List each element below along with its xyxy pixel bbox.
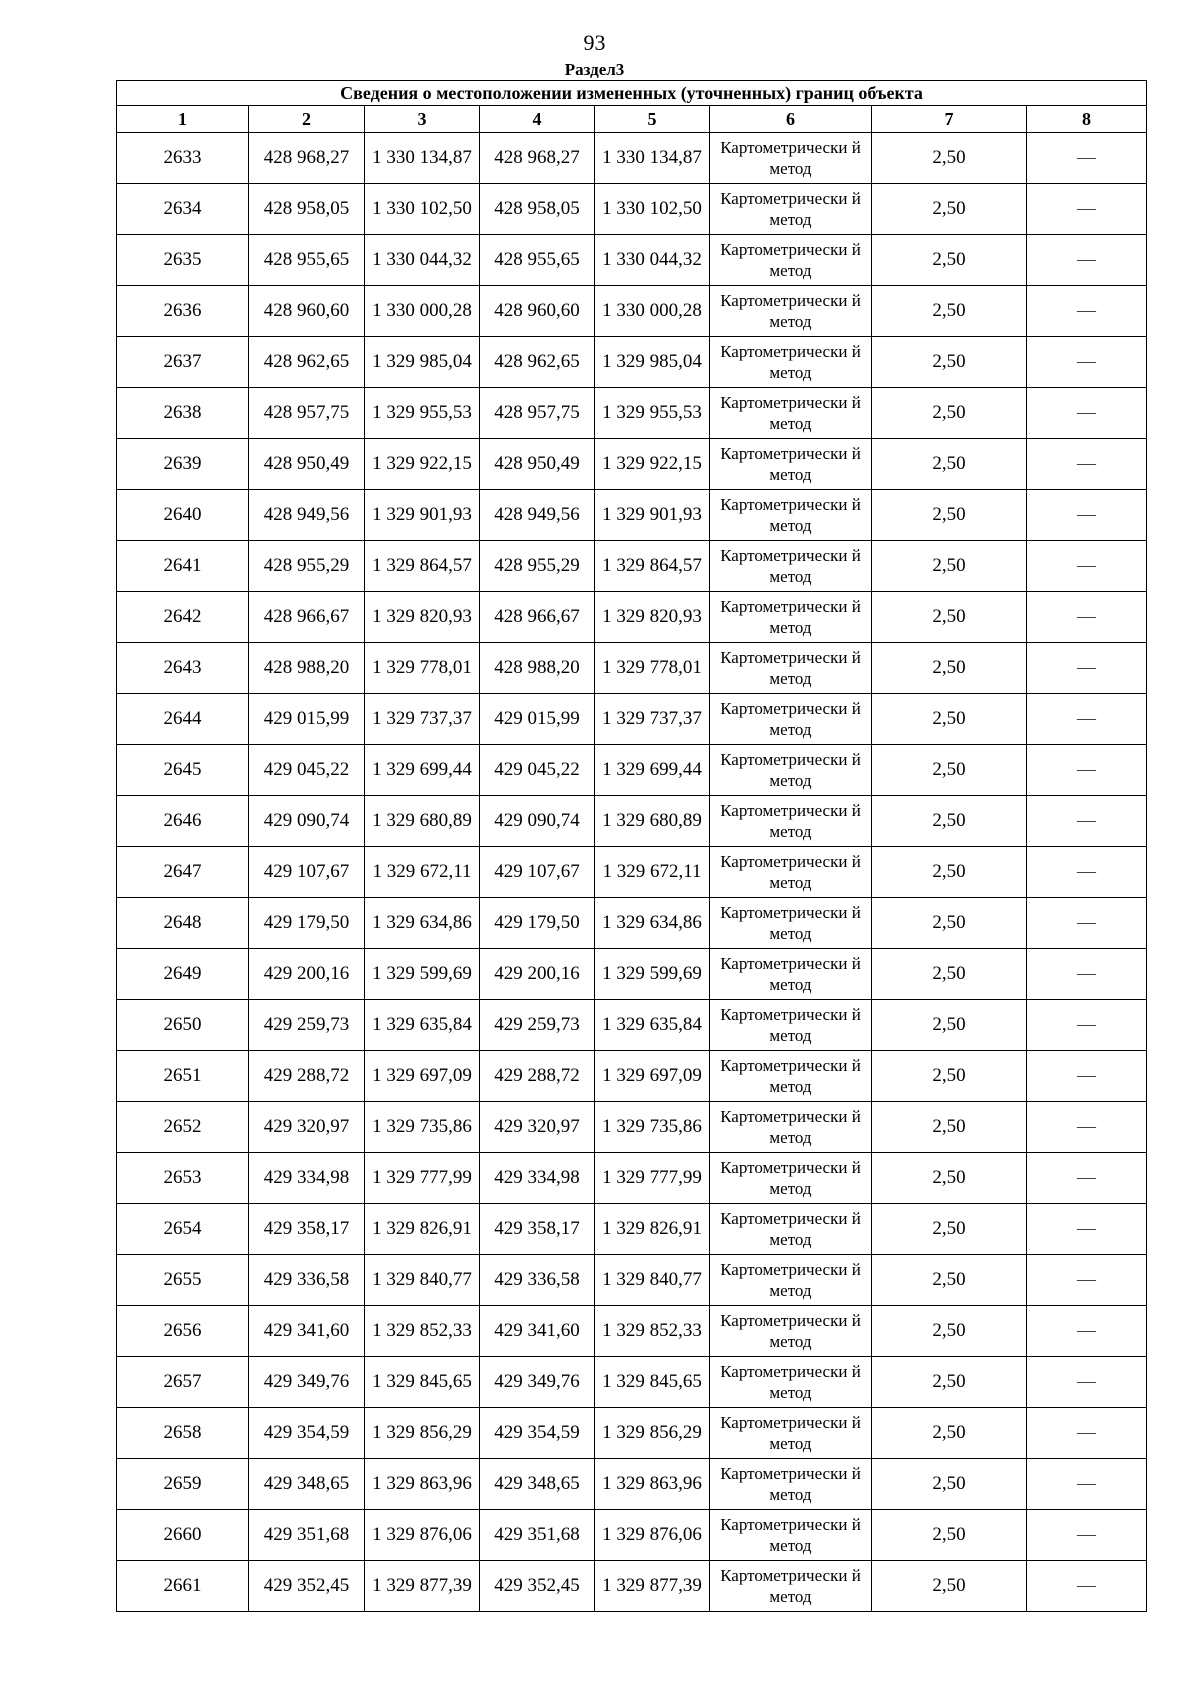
- x-old-cell: 428 968,27: [249, 133, 365, 184]
- table-row: [117, 1459, 1147, 1510]
- y-new-cell: 1 329 840,77: [595, 1255, 710, 1306]
- y-new-cell: 1 329 735,86: [595, 1102, 710, 1153]
- description-cell: —: [1027, 439, 1147, 490]
- accuracy-cell: 2,50: [872, 1357, 1027, 1408]
- y-old-cell: 1 329 901,93: [365, 490, 480, 541]
- method-cell: Картометрически й метод: [710, 1357, 872, 1408]
- method-cell: Картометрически й метод: [710, 898, 872, 949]
- point-number-cell: 2644: [117, 694, 249, 745]
- y-old-cell: 1 330 000,28: [365, 286, 480, 337]
- column-number: 6: [710, 106, 872, 133]
- table-caption-row: [117, 81, 1147, 106]
- y-new-cell: 1 329 876,06: [595, 1510, 710, 1561]
- y-old-cell: 1 329 863,96: [365, 1459, 480, 1510]
- description-cell: —: [1027, 898, 1147, 949]
- method-cell: Картометрически й метод: [710, 235, 872, 286]
- method-cell: Картометрически й метод: [710, 1255, 872, 1306]
- description-cell: —: [1027, 541, 1147, 592]
- method-cell: Картометрически й метод: [710, 286, 872, 337]
- table-row: [117, 184, 1147, 235]
- y-old-cell: 1 329 826,91: [365, 1204, 480, 1255]
- y-old-cell: 1 329 852,33: [365, 1306, 480, 1357]
- description-cell: —: [1027, 1255, 1147, 1306]
- y-new-cell: 1 329 599,69: [595, 949, 710, 1000]
- accuracy-cell: 2,50: [872, 439, 1027, 490]
- description-cell: —: [1027, 337, 1147, 388]
- accuracy-cell: 2,50: [872, 745, 1027, 796]
- point-number-cell: 2638: [117, 388, 249, 439]
- y-old-cell: 1 329 777,99: [365, 1153, 480, 1204]
- accuracy-cell: 2,50: [872, 898, 1027, 949]
- method-cell: Картометрически й метод: [710, 1204, 872, 1255]
- point-number-cell: 2659: [117, 1459, 249, 1510]
- point-number-cell: 2645: [117, 745, 249, 796]
- table-row: [117, 286, 1147, 337]
- table-row: [117, 1102, 1147, 1153]
- point-number-cell: 2635: [117, 235, 249, 286]
- x-new-cell: 429 045,22: [480, 745, 595, 796]
- method-cell: Картометрически й метод: [710, 847, 872, 898]
- x-old-cell: 428 958,05: [249, 184, 365, 235]
- y-old-cell: 1 329 735,86: [365, 1102, 480, 1153]
- point-number-cell: 2655: [117, 1255, 249, 1306]
- y-new-cell: 1 330 000,28: [595, 286, 710, 337]
- description-cell: —: [1027, 388, 1147, 439]
- table-row: [117, 1408, 1147, 1459]
- method-cell: Картометрически й метод: [710, 337, 872, 388]
- y-new-cell: 1 330 044,32: [595, 235, 710, 286]
- y-new-cell: 1 329 737,37: [595, 694, 710, 745]
- description-cell: —: [1027, 1102, 1147, 1153]
- table-row: [117, 898, 1147, 949]
- x-old-cell: 429 288,72: [249, 1051, 365, 1102]
- x-old-cell: 429 179,50: [249, 898, 365, 949]
- x-old-cell: 428 988,20: [249, 643, 365, 694]
- description-cell: —: [1027, 184, 1147, 235]
- x-old-cell: 428 966,67: [249, 592, 365, 643]
- y-new-cell: 1 329 634,86: [595, 898, 710, 949]
- x-new-cell: 429 259,73: [480, 1000, 595, 1051]
- point-number-cell: 2642: [117, 592, 249, 643]
- accuracy-cell: 2,50: [872, 1510, 1027, 1561]
- description-cell: —: [1027, 1051, 1147, 1102]
- x-old-cell: 429 358,17: [249, 1204, 365, 1255]
- x-new-cell: 428 960,60: [480, 286, 595, 337]
- method-cell: Картометрически й метод: [710, 1102, 872, 1153]
- accuracy-cell: 2,50: [872, 1459, 1027, 1510]
- y-old-cell: 1 329 864,57: [365, 541, 480, 592]
- table-row: [117, 133, 1147, 184]
- x-old-cell: 429 090,74: [249, 796, 365, 847]
- x-new-cell: 429 179,50: [480, 898, 595, 949]
- column-number: 7: [872, 106, 1027, 133]
- x-new-cell: 428 958,05: [480, 184, 595, 235]
- y-new-cell: 1 329 672,11: [595, 847, 710, 898]
- table-caption: Сведения о местоположении измененных (уточненных) границ объекта: [117, 81, 1147, 106]
- point-number-cell: 2640: [117, 490, 249, 541]
- x-old-cell: 428 962,65: [249, 337, 365, 388]
- x-new-cell: 429 090,74: [480, 796, 595, 847]
- x-old-cell: 428 949,56: [249, 490, 365, 541]
- x-old-cell: 429 107,67: [249, 847, 365, 898]
- y-new-cell: 1 329 863,96: [595, 1459, 710, 1510]
- point-number-cell: 2657: [117, 1357, 249, 1408]
- y-old-cell: 1 329 599,69: [365, 949, 480, 1000]
- y-old-cell: 1 329 876,06: [365, 1510, 480, 1561]
- method-cell: Картометрически й метод: [710, 1459, 872, 1510]
- description-cell: —: [1027, 796, 1147, 847]
- column-number: 3: [365, 106, 480, 133]
- y-old-cell: 1 329 672,11: [365, 847, 480, 898]
- method-cell: Картометрически й метод: [710, 949, 872, 1000]
- x-new-cell: 429 336,58: [480, 1255, 595, 1306]
- y-new-cell: 1 329 845,65: [595, 1357, 710, 1408]
- y-old-cell: 1 329 856,29: [365, 1408, 480, 1459]
- accuracy-cell: 2,50: [872, 1561, 1027, 1612]
- description-cell: —: [1027, 847, 1147, 898]
- x-old-cell: 429 336,58: [249, 1255, 365, 1306]
- method-cell: Картометрически й метод: [710, 694, 872, 745]
- accuracy-cell: 2,50: [872, 490, 1027, 541]
- description-cell: —: [1027, 949, 1147, 1000]
- x-new-cell: 428 955,65: [480, 235, 595, 286]
- description-cell: —: [1027, 1204, 1147, 1255]
- boundary-coordinates-table: [116, 80, 1147, 1612]
- y-old-cell: 1 329 680,89: [365, 796, 480, 847]
- x-old-cell: 429 200,16: [249, 949, 365, 1000]
- x-new-cell: 429 320,97: [480, 1102, 595, 1153]
- x-old-cell: 429 341,60: [249, 1306, 365, 1357]
- accuracy-cell: 2,50: [872, 643, 1027, 694]
- y-new-cell: 1 329 856,29: [595, 1408, 710, 1459]
- x-old-cell: 428 950,49: [249, 439, 365, 490]
- accuracy-cell: 2,50: [872, 1051, 1027, 1102]
- description-cell: —: [1027, 235, 1147, 286]
- y-new-cell: 1 329 922,15: [595, 439, 710, 490]
- method-cell: Картометрически й метод: [710, 388, 872, 439]
- y-old-cell: 1 329 845,65: [365, 1357, 480, 1408]
- x-old-cell: 429 352,45: [249, 1561, 365, 1612]
- x-old-cell: 429 015,99: [249, 694, 365, 745]
- point-number-cell: 2633: [117, 133, 249, 184]
- point-number-cell: 2651: [117, 1051, 249, 1102]
- table-row: [117, 1561, 1147, 1612]
- method-cell: Картометрически й метод: [710, 592, 872, 643]
- table-row: [117, 745, 1147, 796]
- method-cell: Картометрически й метод: [710, 1153, 872, 1204]
- x-new-cell: 429 348,65: [480, 1459, 595, 1510]
- accuracy-cell: 2,50: [872, 337, 1027, 388]
- y-new-cell: 1 329 826,91: [595, 1204, 710, 1255]
- page-number: 93: [583, 30, 606, 55]
- accuracy-cell: 2,50: [872, 1000, 1027, 1051]
- x-new-cell: 429 351,68: [480, 1510, 595, 1561]
- table-row: [117, 235, 1147, 286]
- y-old-cell: 1 329 840,77: [365, 1255, 480, 1306]
- description-cell: —: [1027, 1153, 1147, 1204]
- point-number-cell: 2661: [117, 1561, 249, 1612]
- point-number-cell: 2641: [117, 541, 249, 592]
- table-row: [117, 1000, 1147, 1051]
- method-cell: Картометрически й метод: [710, 1408, 872, 1459]
- accuracy-cell: 2,50: [872, 1102, 1027, 1153]
- y-new-cell: 1 329 985,04: [595, 337, 710, 388]
- accuracy-cell: 2,50: [872, 1306, 1027, 1357]
- x-new-cell: 429 334,98: [480, 1153, 595, 1204]
- table-row: [117, 1204, 1147, 1255]
- x-new-cell: 429 349,76: [480, 1357, 595, 1408]
- x-new-cell: 428 968,27: [480, 133, 595, 184]
- x-old-cell: 429 045,22: [249, 745, 365, 796]
- method-cell: Картометрически й метод: [710, 1000, 872, 1051]
- description-cell: —: [1027, 592, 1147, 643]
- point-number-cell: 2637: [117, 337, 249, 388]
- accuracy-cell: 2,50: [872, 286, 1027, 337]
- accuracy-cell: 2,50: [872, 235, 1027, 286]
- description-cell: —: [1027, 133, 1147, 184]
- x-old-cell: 428 960,60: [249, 286, 365, 337]
- description-cell: —: [1027, 490, 1147, 541]
- table-body: [117, 133, 1147, 1612]
- description-cell: —: [1027, 1000, 1147, 1051]
- description-cell: —: [1027, 1459, 1147, 1510]
- table-row: [117, 847, 1147, 898]
- method-cell: Картометрически й метод: [710, 1051, 872, 1102]
- column-number: 5: [595, 106, 710, 133]
- point-number-cell: 2647: [117, 847, 249, 898]
- y-old-cell: 1 330 044,32: [365, 235, 480, 286]
- y-new-cell: 1 330 134,87: [595, 133, 710, 184]
- y-new-cell: 1 329 901,93: [595, 490, 710, 541]
- description-cell: —: [1027, 1306, 1147, 1357]
- method-cell: Картометрически й метод: [710, 133, 872, 184]
- x-new-cell: 428 966,67: [480, 592, 595, 643]
- x-new-cell: 429 341,60: [480, 1306, 595, 1357]
- accuracy-cell: 2,50: [872, 1408, 1027, 1459]
- point-number-cell: 2650: [117, 1000, 249, 1051]
- y-new-cell: 1 329 635,84: [595, 1000, 710, 1051]
- accuracy-cell: 2,50: [872, 388, 1027, 439]
- y-new-cell: 1 329 864,57: [595, 541, 710, 592]
- description-cell: —: [1027, 694, 1147, 745]
- accuracy-cell: 2,50: [872, 1255, 1027, 1306]
- method-cell: Картометрически й метод: [710, 439, 872, 490]
- y-new-cell: 1 329 699,44: [595, 745, 710, 796]
- table-row: [117, 490, 1147, 541]
- accuracy-cell: 2,50: [872, 694, 1027, 745]
- point-number-cell: 2652: [117, 1102, 249, 1153]
- accuracy-cell: 2,50: [872, 541, 1027, 592]
- column-number: 2: [249, 106, 365, 133]
- table-row: [117, 1153, 1147, 1204]
- y-old-cell: 1 329 635,84: [365, 1000, 480, 1051]
- x-new-cell: 429 288,72: [480, 1051, 595, 1102]
- table-row: [117, 796, 1147, 847]
- y-new-cell: 1 329 680,89: [595, 796, 710, 847]
- y-old-cell: 1 329 877,39: [365, 1561, 480, 1612]
- accuracy-cell: 2,50: [872, 847, 1027, 898]
- x-new-cell: 429 352,45: [480, 1561, 595, 1612]
- column-number: 8: [1027, 106, 1147, 133]
- table-row: [117, 1306, 1147, 1357]
- y-old-cell: 1 329 985,04: [365, 337, 480, 388]
- column-number-row: [117, 106, 1147, 133]
- x-new-cell: 428 949,56: [480, 490, 595, 541]
- table-row: [117, 694, 1147, 745]
- y-new-cell: 1 329 955,53: [595, 388, 710, 439]
- method-cell: Картометрически й метод: [710, 1306, 872, 1357]
- x-old-cell: 428 955,65: [249, 235, 365, 286]
- point-number-cell: 2639: [117, 439, 249, 490]
- method-cell: Картометрически й метод: [710, 745, 872, 796]
- x-old-cell: 429 259,73: [249, 1000, 365, 1051]
- y-old-cell: 1 330 134,87: [365, 133, 480, 184]
- x-new-cell: 428 962,65: [480, 337, 595, 388]
- y-old-cell: 1 329 955,53: [365, 388, 480, 439]
- method-cell: Картометрически й метод: [710, 1510, 872, 1561]
- y-new-cell: 1 329 852,33: [595, 1306, 710, 1357]
- column-number: 1: [117, 106, 249, 133]
- accuracy-cell: 2,50: [872, 1204, 1027, 1255]
- point-number-cell: 2634: [117, 184, 249, 235]
- method-cell: Картометрически й метод: [710, 643, 872, 694]
- table-row: [117, 1357, 1147, 1408]
- table-row: [117, 541, 1147, 592]
- x-old-cell: 429 320,97: [249, 1102, 365, 1153]
- description-cell: —: [1027, 1561, 1147, 1612]
- description-cell: —: [1027, 286, 1147, 337]
- y-old-cell: 1 329 820,93: [365, 592, 480, 643]
- y-new-cell: 1 330 102,50: [595, 184, 710, 235]
- point-number-cell: 2648: [117, 898, 249, 949]
- y-new-cell: 1 329 697,09: [595, 1051, 710, 1102]
- point-number-cell: 2654: [117, 1204, 249, 1255]
- table-row: [117, 592, 1147, 643]
- description-cell: —: [1027, 1510, 1147, 1561]
- accuracy-cell: 2,50: [872, 184, 1027, 235]
- accuracy-cell: 2,50: [872, 1153, 1027, 1204]
- point-number-cell: 2656: [117, 1306, 249, 1357]
- method-cell: Картометрически й метод: [710, 1561, 872, 1612]
- description-cell: —: [1027, 643, 1147, 694]
- table-row: [117, 1255, 1147, 1306]
- point-number-cell: 2649: [117, 949, 249, 1000]
- y-new-cell: 1 329 778,01: [595, 643, 710, 694]
- description-cell: —: [1027, 1408, 1147, 1459]
- y-new-cell: 1 329 777,99: [595, 1153, 710, 1204]
- x-new-cell: 428 988,20: [480, 643, 595, 694]
- table-row: [117, 439, 1147, 490]
- y-old-cell: 1 329 699,44: [365, 745, 480, 796]
- table-row: [117, 388, 1147, 439]
- x-new-cell: 428 955,29: [480, 541, 595, 592]
- y-old-cell: 1 329 634,86: [365, 898, 480, 949]
- table-row: [117, 1510, 1147, 1561]
- table-row: [117, 949, 1147, 1000]
- x-new-cell: 428 957,75: [480, 388, 595, 439]
- y-old-cell: 1 329 697,09: [365, 1051, 480, 1102]
- x-new-cell: 429 015,99: [480, 694, 595, 745]
- point-number-cell: 2643: [117, 643, 249, 694]
- point-number-cell: 2636: [117, 286, 249, 337]
- accuracy-cell: 2,50: [872, 796, 1027, 847]
- accuracy-cell: 2,50: [872, 592, 1027, 643]
- x-new-cell: 429 354,59: [480, 1408, 595, 1459]
- x-old-cell: 429 354,59: [249, 1408, 365, 1459]
- section-title: Раздел3: [564, 60, 625, 79]
- column-number: 4: [480, 106, 595, 133]
- table-row: [117, 643, 1147, 694]
- point-number-cell: 2658: [117, 1408, 249, 1459]
- x-new-cell: 428 950,49: [480, 439, 595, 490]
- description-cell: —: [1027, 1357, 1147, 1408]
- point-number-cell: 2653: [117, 1153, 249, 1204]
- x-new-cell: 429 200,16: [480, 949, 595, 1000]
- x-old-cell: 428 955,29: [249, 541, 365, 592]
- x-old-cell: 429 348,65: [249, 1459, 365, 1510]
- x-new-cell: 429 107,67: [480, 847, 595, 898]
- table-row: [117, 1051, 1147, 1102]
- point-number-cell: 2646: [117, 796, 249, 847]
- method-cell: Картометрически й метод: [710, 490, 872, 541]
- method-cell: Картометрически й метод: [710, 796, 872, 847]
- y-old-cell: 1 329 737,37: [365, 694, 480, 745]
- y-new-cell: 1 329 877,39: [595, 1561, 710, 1612]
- x-old-cell: 429 334,98: [249, 1153, 365, 1204]
- accuracy-cell: 2,50: [872, 949, 1027, 1000]
- y-new-cell: 1 329 820,93: [595, 592, 710, 643]
- y-old-cell: 1 329 922,15: [365, 439, 480, 490]
- accuracy-cell: 2,50: [872, 133, 1027, 184]
- table-row: [117, 337, 1147, 388]
- x-new-cell: 429 358,17: [480, 1204, 595, 1255]
- y-old-cell: 1 329 778,01: [365, 643, 480, 694]
- x-old-cell: 428 957,75: [249, 388, 365, 439]
- x-old-cell: 429 351,68: [249, 1510, 365, 1561]
- y-old-cell: 1 330 102,50: [365, 184, 480, 235]
- x-old-cell: 429 349,76: [249, 1357, 365, 1408]
- point-number-cell: 2660: [117, 1510, 249, 1561]
- description-cell: —: [1027, 745, 1147, 796]
- method-cell: Картометрически й метод: [710, 184, 872, 235]
- method-cell: Картометрически й метод: [710, 541, 872, 592]
